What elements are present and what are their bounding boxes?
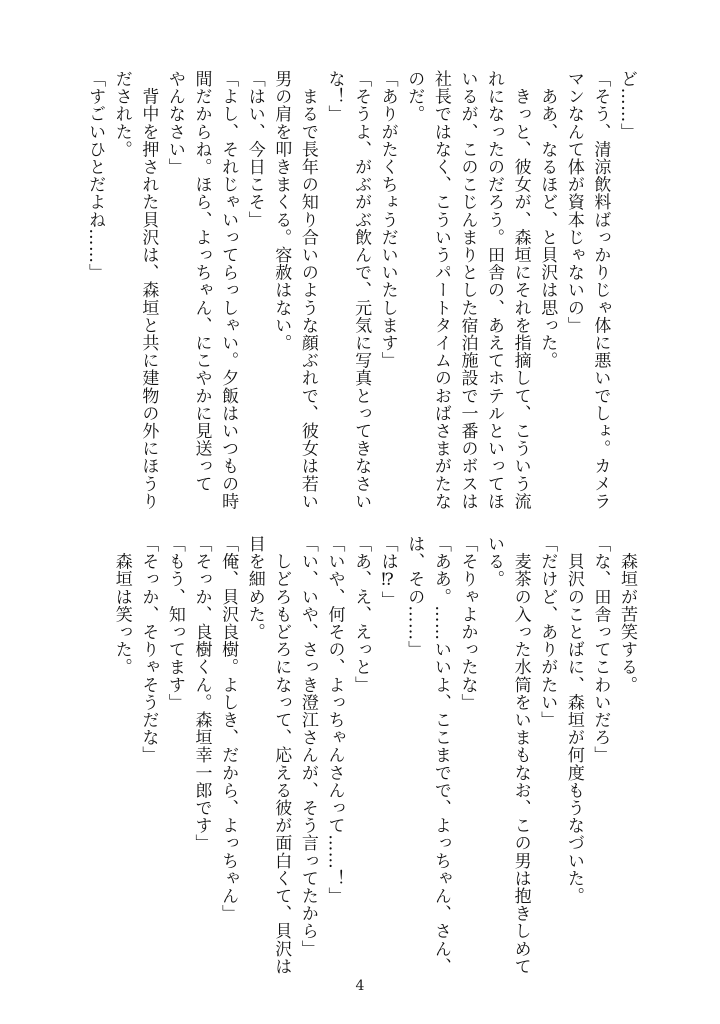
- lower-text-block: [108, 535, 640, 975]
- text-line: は、その……」: [404, 535, 425, 659]
- text-line: 「そう、清涼飲料ばっかりじゃ体に悪いでしょ。カメラ: [590, 70, 611, 510]
- text-line: いるが、このこじんまりとした宿泊施設で一番のボスは: [457, 70, 478, 510]
- text-line: 「な、田舎ってこわいだろ」: [590, 535, 611, 764]
- text-line: 「いや、何その、よっちゃんさんって……！」: [324, 535, 345, 905]
- text-line: いる。: [484, 535, 505, 588]
- text-line: 麦茶の入った水筒をいまもなお、この男は抱きしめて: [510, 535, 531, 975]
- text-line: 「い、いや、さっき澄江さんが、そう言ってたから」: [297, 535, 318, 958]
- text-line: 「すごいひとだよね……」: [85, 70, 106, 282]
- text-line: 「よし、それじゃいってらっしゃい。夕飯はいつもの時: [218, 70, 239, 510]
- text-line: 「はい、今日こそ」: [244, 70, 265, 229]
- text-line: 「そうよ、がぶがぶ飲んで、元気に写真とってきなさい: [351, 70, 372, 510]
- text-line: 森垣は笑った。: [111, 535, 132, 676]
- text-line: 「は⁉」: [377, 535, 398, 609]
- text-line: な！」: [324, 70, 345, 123]
- text-line: まるで長年の知り合いのような顔ぶれで、彼女は若い: [297, 70, 318, 510]
- text-line: 「だけど、ありがたい」: [537, 535, 558, 729]
- text-line: 「そりゃよかったな」: [457, 535, 478, 711]
- text-line: 森垣が苦笑する。: [617, 535, 637, 694]
- text-line: 「そっか、そりゃそうだな」: [138, 535, 159, 764]
- page-number: 4: [355, 978, 365, 994]
- text-line: 「ああ。……いいよ、ここまでで、よっちゃん、さん、: [430, 535, 451, 975]
- text-line: やんなさい」: [164, 70, 185, 176]
- text-line: 「そっか、良樹くん。森垣幸一郎です」: [191, 535, 212, 852]
- text-line: 貝沢のことばに、森垣が何度もうなづいた。: [563, 535, 584, 905]
- text-line: 「俺、貝沢良樹。よしき、だから、よっちゃん」: [218, 535, 239, 923]
- upper-text-block: [82, 70, 640, 520]
- text-line: マンなんて体が資本じゃないの」: [563, 70, 584, 334]
- text-line: 社長ではなく、こういうパートタイムのおばさまがたな: [430, 70, 451, 510]
- text-line: ああ、なるほど、と貝沢は思った。: [537, 70, 558, 370]
- text-line: しどろもどろになって、応える彼が面白くて、貝沢は: [271, 535, 292, 975]
- text-line: のだ。: [404, 70, 425, 123]
- text-line: だされた。: [111, 70, 132, 158]
- text-line: ど……」: [617, 70, 637, 141]
- text-line: 「あ、え、えっと」: [351, 535, 372, 694]
- text-line: 背中を押された貝沢は、森垣と共に建物の外にほうり: [138, 70, 159, 510]
- text-line: れになったのだろう。田舎の、あえてホテルといってほ: [484, 70, 505, 510]
- text-line: 男の肩を叩きまくる。容赦はない。: [271, 70, 292, 352]
- text-line: 間だからね。ほら、よっちゃん、にこやかに見送って: [191, 70, 212, 493]
- text-line: 「ありがたくちょうだいいたします」: [377, 70, 398, 370]
- text-line: きっと、彼女が、森垣にそれを指摘して、こういう流: [510, 70, 531, 510]
- text-line: 「もう、知ってます」: [164, 535, 185, 711]
- text-line: 目を細めた。: [244, 535, 265, 641]
